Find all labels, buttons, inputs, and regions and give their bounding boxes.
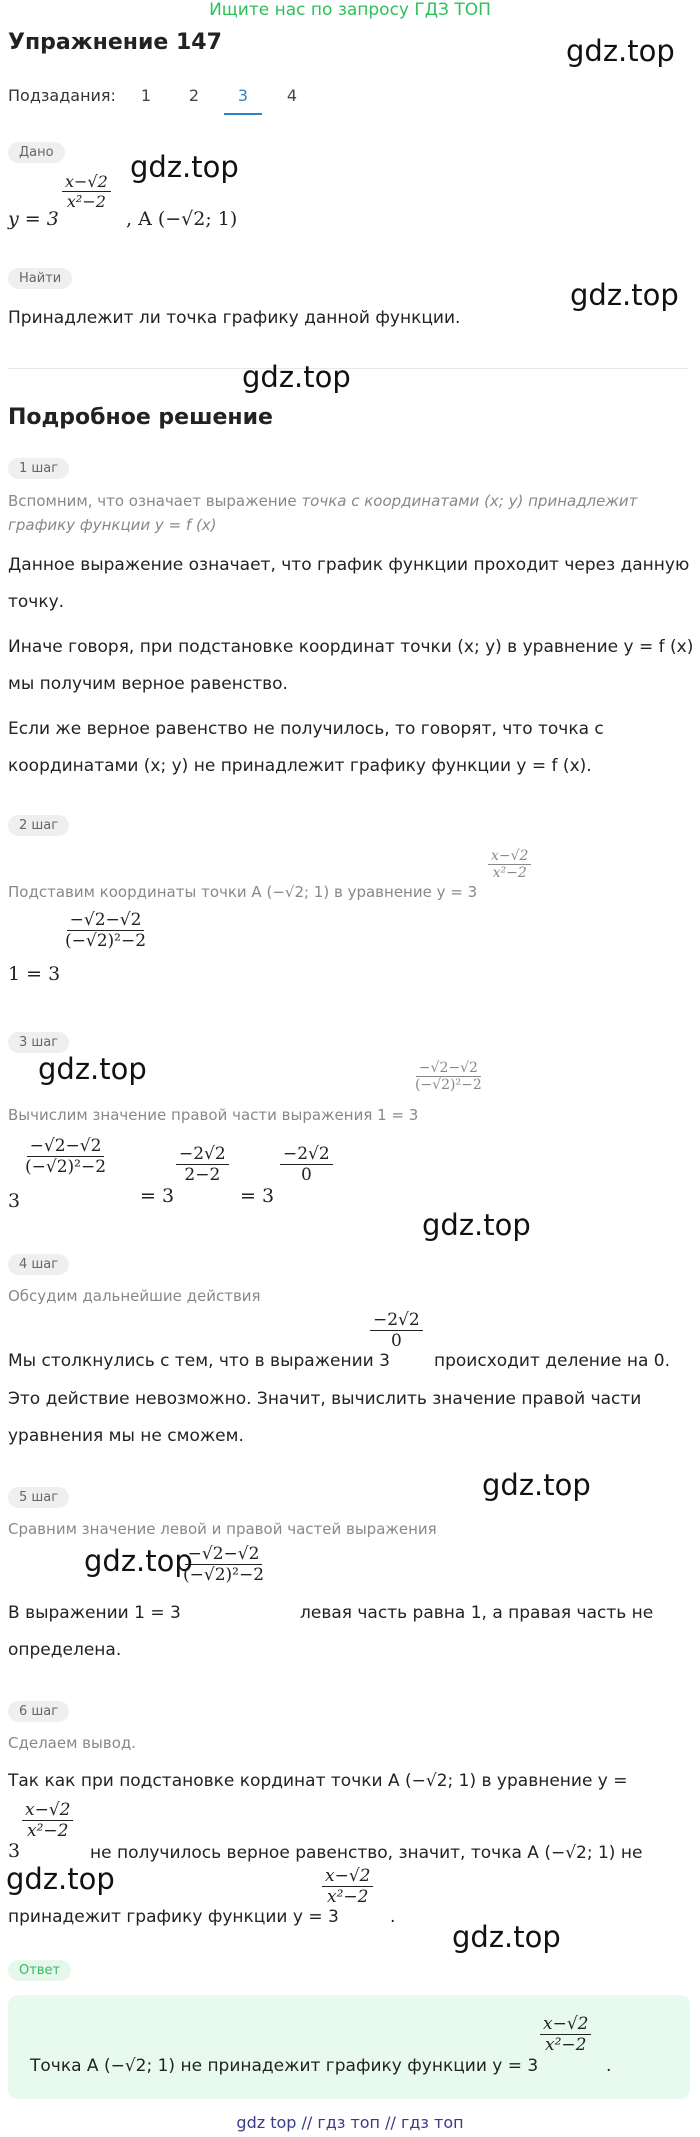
given-formula-base: y = 3: [8, 208, 59, 230]
step-5-exponent: $\frac{-√2-√2}{\text{(−√2)²−2}}$: [183, 1544, 265, 1585]
step-3-eq-1: = 3: [140, 1185, 175, 1207]
step-1-p3: Если же верное равенство не получилось, то говорят, что точка с: [8, 719, 604, 739]
step-4-exponent: $\frac{-2√2}{0}$: [370, 1310, 423, 1351]
step-6-chip: 6 шаг: [8, 1701, 69, 1722]
step-1-p3b: координатами (x; y) не принадлежит графику функции y = f (x).: [8, 756, 592, 776]
step-1-p2: Иначе говоря, при подстановке координат точки (x; y) в уравнение y = f (x): [8, 637, 694, 657]
watermark: gdz.top: [242, 360, 351, 394]
watermark: gdz.top: [482, 1468, 591, 1502]
step-3-exponent-2: $\frac{-2√2}{2-2}$: [176, 1144, 229, 1185]
watermark: gdz.top: [422, 1208, 531, 1242]
step-4-hint: Обсудим дальнейшие действия: [8, 1287, 261, 1305]
step-4-p2: Это действие невозможно. Значит, вычислить значение правой части: [8, 1389, 642, 1409]
active-tab-indicator: [224, 113, 262, 115]
step-6-p2a: 3: [8, 1840, 21, 1862]
step-6-hint: Сделаем вывод.: [8, 1734, 137, 1752]
step-3-exponent-1: $\frac{-√2-√2}{\text{(−√2)²−2}}$: [25, 1136, 107, 1177]
step-1-p2b: мы получим верное равенство.: [8, 674, 288, 694]
step-1-hint: Вспомним, что означает выражение точка с координатами (x; y) принадлежит: [8, 492, 638, 510]
step-1-chip: 1 шаг: [8, 458, 69, 479]
step-3-chip: 3 шаг: [8, 1032, 69, 1053]
step-4-p1b: происходит деление на 0.: [434, 1351, 670, 1371]
step-6-p2b: не получилось верное равенство, значит, точка A (−√2; 1) не: [90, 1843, 643, 1863]
step-6-exponent-2: $\frac{x-√2}{\text{x²−2}}$: [322, 1866, 373, 1907]
answer-exponent: $\frac{x-√2}{\text{x²−2}}$: [540, 2014, 591, 2055]
step-6-p3b: .: [390, 1907, 396, 1927]
step-5-chip: 5 шаг: [8, 1487, 69, 1508]
step-4-p1a: Мы столкнулись с тем, что в выражении 3: [8, 1351, 390, 1371]
tab-subtask-3[interactable]: 3: [237, 86, 249, 105]
watermark: gdz.top: [38, 1052, 147, 1086]
step-6-p1: Так как при подстановке кординат точки A (−√2; 1) в уравнение y =: [8, 1771, 628, 1791]
step-3-hint: Вычислим значение правой части выражения 1 = 3: [8, 1106, 419, 1124]
step-2-chip: 2 шаг: [8, 815, 69, 836]
step-2-hint: Подставим координаты точки A (−√2; 1) в уравнение y = 3: [8, 883, 478, 901]
footer-links[interactable]: gdz top // гдз топ // гдз топ: [236, 2113, 464, 2132]
step-2-hint-exponent: $\frac{x-√2}{\text{x²−2}}$: [488, 848, 531, 881]
step-1-hint-cont: графику функции y = f (x): [8, 516, 217, 534]
watermark: gdz.top: [566, 34, 675, 68]
step-3-exponent-3: $\frac{-2√2}{0}$: [280, 1144, 333, 1185]
given-point: , A (−√2; 1): [126, 208, 238, 230]
watermark: gdz.top: [84, 1544, 193, 1578]
step-5-hint: Сравним значение левой и правой частей выражения: [8, 1520, 437, 1538]
find-chip: Найти: [8, 268, 72, 289]
step-2-equation-exponent: $\frac{-√2-√2}{\text{(−√2)²−2}}$: [65, 910, 147, 951]
step-4-p3: уравнения мы не сможем.: [8, 1426, 244, 1446]
watermark: gdz.top: [130, 150, 239, 184]
page-title: Упражнение 147: [8, 30, 222, 55]
given-chip: Дано: [8, 142, 65, 163]
tab-subtask-1[interactable]: 1: [140, 86, 152, 105]
watermark: gdz.top: [6, 1862, 115, 1896]
answer-text-b: .: [606, 2056, 612, 2076]
step-5-p1b: левая часть равна 1, а правая часть не: [300, 1603, 654, 1623]
find-text: Принадлежит ли точка графику данной функции.: [8, 308, 461, 328]
solution-title: Подробное решение: [8, 405, 273, 430]
step-1-p1: Данное выражение означает, что график функции проходит через данную: [8, 555, 690, 575]
given-formula-exponent: $\frac{x-√2}{\text{x²−2}}$: [62, 172, 111, 211]
step-3-eq-2: = 3: [240, 1185, 275, 1207]
step-4-chip: 4 шаг: [8, 1254, 69, 1275]
tab-subtask-4[interactable]: 4: [286, 86, 298, 105]
step-3-hint-exponent: $\frac{-√2-√2}{\text{(−√2)²−2}}$: [415, 1060, 482, 1093]
answer-chip: Ответ: [8, 1960, 71, 1981]
step-1-p1b: точку.: [8, 592, 65, 612]
watermark: gdz.top: [570, 278, 679, 312]
top-banner[interactable]: Ищите нас по запросу ГДЗ ТОП: [209, 0, 491, 20]
step-2-equation-base: 1 = 3: [8, 963, 61, 985]
step-6-p3a: принадежит графику функции y = 3: [8, 1907, 339, 1927]
step-6-exponent-1: $\frac{x-√2}{\text{x²−2}}$: [22, 1800, 73, 1841]
answer-text-a: Точка A (−√2; 1) не принадежит графику функции y = 3: [30, 2056, 539, 2076]
tab-subtask-2[interactable]: 2: [188, 86, 200, 105]
step-3-base-1: 3: [8, 1190, 21, 1212]
subtasks-label: Подзадания:: [8, 86, 116, 105]
step-5-p1a: В выражении 1 = 3: [8, 1603, 181, 1623]
watermark: gdz.top: [452, 1920, 561, 1954]
step-5-p2: определена.: [8, 1640, 122, 1660]
